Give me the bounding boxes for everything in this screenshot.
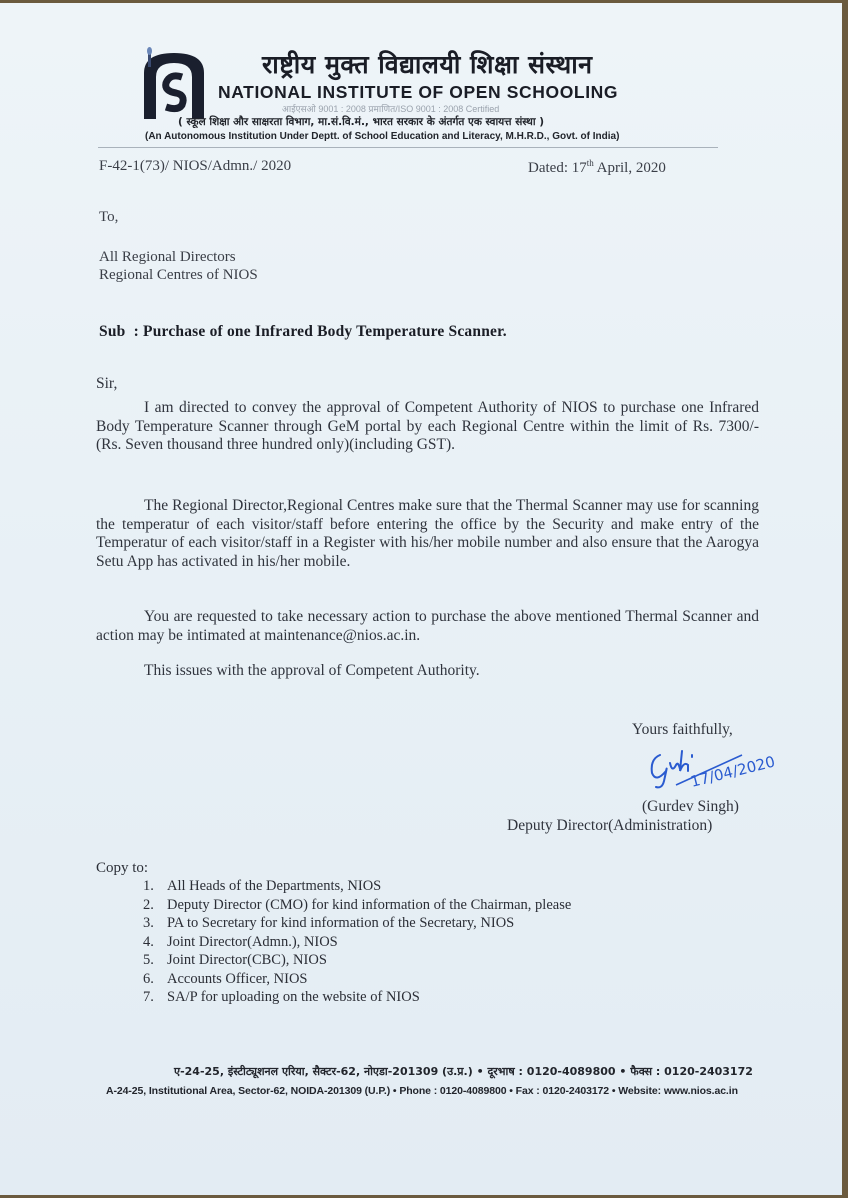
reference-number: F-42-1(73)/ NIOS/Admn./ 2020 <box>99 158 292 174</box>
body-paragraph <box>96 497 759 571</box>
item-text: Joint Director(Admn.), NIOS <box>167 933 338 950</box>
date-ordinal: th <box>586 158 594 168</box>
body-paragraph <box>96 662 759 681</box>
greeting: Sir, <box>96 375 118 392</box>
item-text: Joint Director(CBC), NIOS <box>167 952 327 968</box>
recipient-line: Regional Centres of NIOS <box>99 267 258 283</box>
item-text: All Heads of the Departments, NIOS <box>167 878 382 894</box>
copy-to-item <box>143 988 571 1007</box>
institute-subtitle-hindi: ( स्कूल शिक्षा और साक्षरता विभाग, मा.सं.वि.मं., भारत सरकार के अंतर्गत एक स्वायत्त संस्था ) <box>178 116 545 128</box>
date-prefix: Dated: 17 <box>528 160 587 176</box>
paragraph-text: You are requested to take necessary action to purchase the above mentioned Thermal Scanner and action may be intimated at maintenance@nios.ac.in. <box>96 608 759 644</box>
institute-name-hindi: राष्ट्रीय मुक्त विद्यालयी शिक्षा संस्थान <box>262 50 593 79</box>
item-number: 6. <box>143 970 154 987</box>
body-paragraph <box>96 608 759 645</box>
date-suffix: April, 2020 <box>593 160 666 176</box>
copy-to-heading: Copy to: <box>96 860 149 876</box>
letter-date <box>528 158 666 177</box>
handwritten-signature <box>646 741 806 793</box>
copy-to-item <box>143 914 571 933</box>
paragraph-text: I am directed to convey the approval of Competent Authority of NIOS to purchase one Infrared Body Temperature Scanner through GeM portal by each Regional Centre within the limit of Rs. 7300/-(Rs. Seven thousand three hundred only)(including GST). <box>96 399 759 453</box>
copy-to-list <box>143 877 571 1007</box>
item-text: Accounts Officer, NIOS <box>167 970 308 987</box>
item-text: Deputy Director (CMO) for kind information of the Chairman, please <box>167 896 572 913</box>
signatory-name: (Gurdev Singh) <box>642 798 739 815</box>
item-number: 4. <box>143 933 154 950</box>
to-label: To, <box>99 209 119 225</box>
signatory-designation: Deputy Director(Administration) <box>507 817 713 834</box>
institute-subtitle-english: (An Autonomous Institution Under Deptt. of School Education and Literacy, M.H.R.D., Govt. of India) <box>145 131 620 142</box>
item-text: SA/P for uploading on the website of NIOS <box>167 989 420 1005</box>
item-text: PA to Secretary for kind information of the Secretary, NIOS <box>167 915 515 931</box>
item-number: 1. <box>143 878 154 894</box>
footer-address-english: A-24-25, Institutional Area, Sector-62, NOIDA-201309 (U.P.) • Phone : 0120-4089800 • Fax : 0120-2403172 • Website: www.nios.ac.in <box>106 1085 738 1097</box>
valediction: Yours faithfully, <box>632 721 733 738</box>
recipient-line: All Regional Directors <box>99 249 236 265</box>
subject-line: Sub : Purchase of one Infrared Body Temperature Scanner. <box>99 323 507 340</box>
signature-date: 17/04/2020 <box>688 752 777 791</box>
item-number: 5. <box>143 952 154 968</box>
letterhead-divider <box>98 147 718 148</box>
item-number: 7. <box>143 989 154 1005</box>
copy-to-item <box>143 877 571 896</box>
paragraph-text: This issues with the approval of Competent Authority. <box>144 662 480 679</box>
paragraph-text: The Regional Director,Regional Centres make sure that the Thermal Scanner may use for scanning the temperatur of each visitor/staff before entering the office by the Security and make entry of the Temperatur of each visitor/staff in a Register with his/her mobile number and also ensure that the Aarogya Setu App has activated in his/her mobile. <box>96 497 759 570</box>
copy-to-item <box>143 933 571 952</box>
copy-to-item <box>143 970 571 989</box>
footer-address-hindi: ए-24-25, इंस्टीट्यूशनल एरिया, सैक्टर-62, नोएडा-201309 (उ.प्र.) • दूरभाष : 0120-4089800 • फैक्स : 0120-2403172 <box>174 1065 753 1078</box>
letter-page <box>0 3 842 1195</box>
item-number: 3. <box>143 915 154 931</box>
copy-to-item <box>143 951 571 970</box>
copy-to-item <box>143 896 571 915</box>
item-number: 2. <box>143 896 154 913</box>
iso-certification: आईएसओ 9001 : 2008 प्रमाणित/ISO 9001 : 2008 Certified <box>282 104 500 114</box>
institute-name-english: NATIONAL INSTITUTE OF OPEN SCHOOLING <box>218 82 619 102</box>
body-paragraph <box>96 399 759 455</box>
nios-logo-icon <box>138 47 210 121</box>
